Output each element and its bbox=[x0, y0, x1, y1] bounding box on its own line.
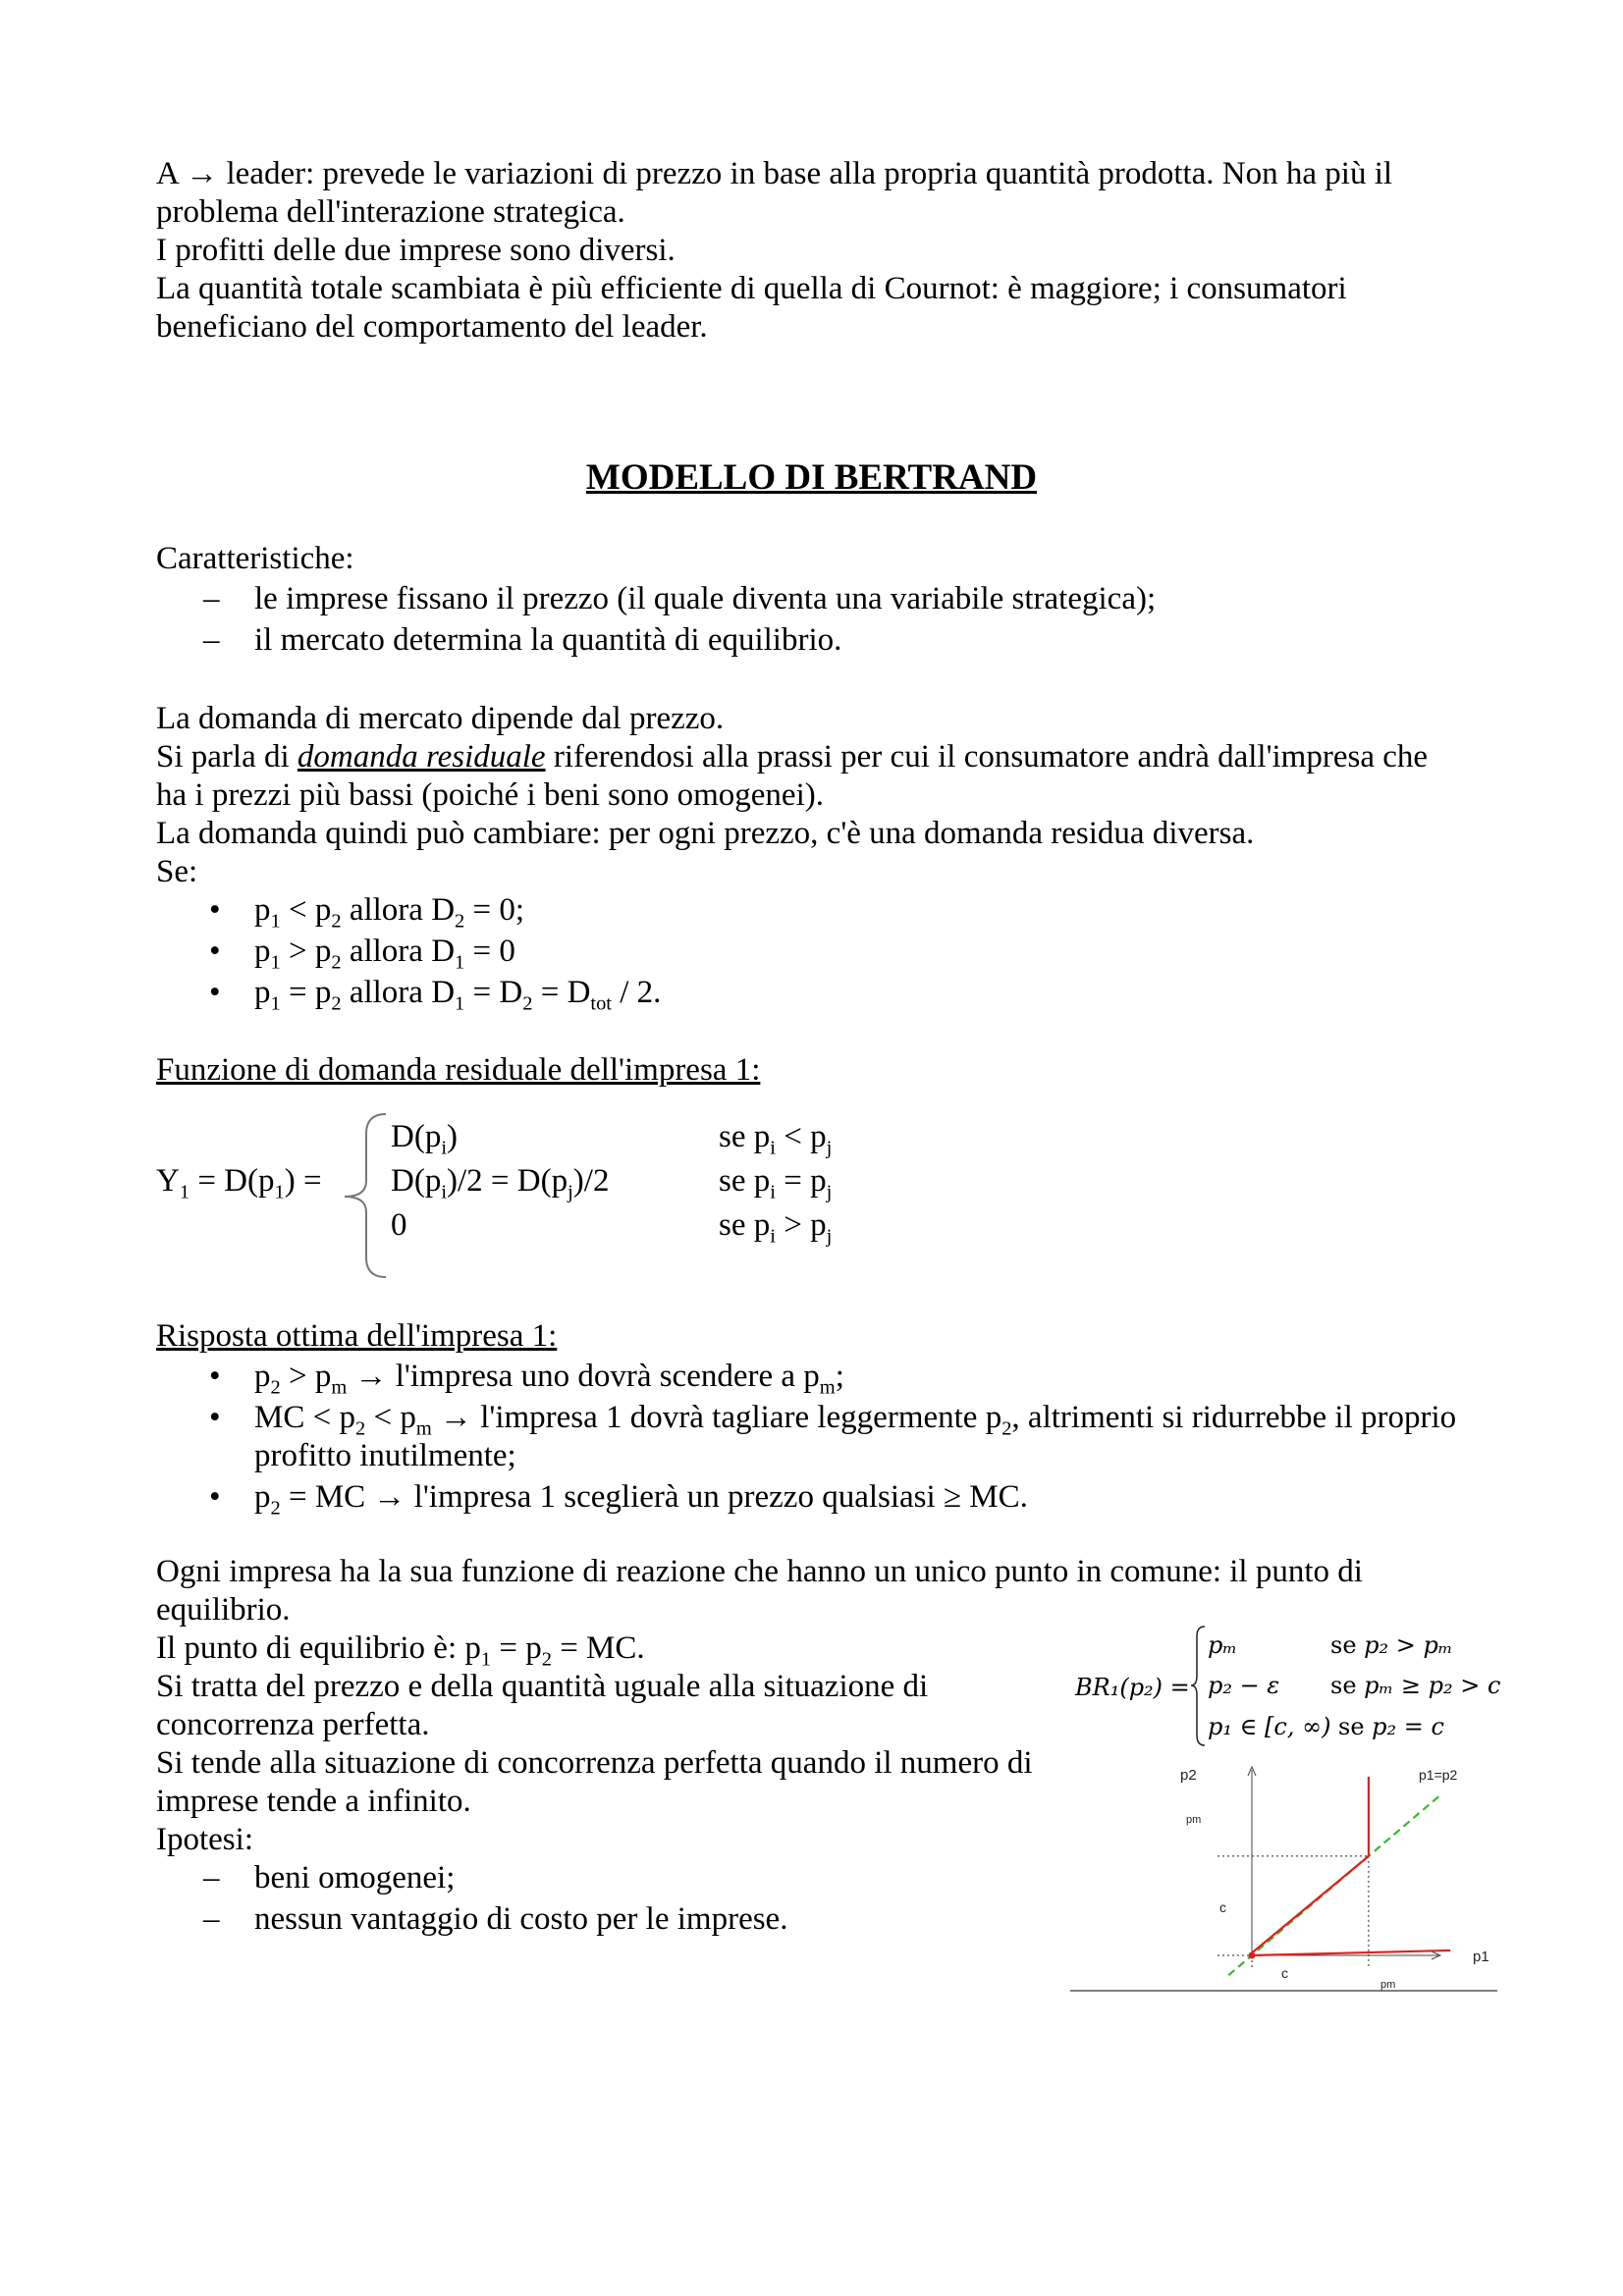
list-item: • $p_2$ = MC → l'impresa 1 sceglierà un prezzo qualsiasi ≥ MC. bbox=[209, 1479, 1028, 1520]
list-item: • $p_1 = p_2$ allora $D_1 = D_2 = D_{tot} / 2$. bbox=[209, 975, 662, 1015]
equilibrio-lead bbox=[156, 1553, 1491, 1629]
intro-line: beneficiano del comportamento del leader. bbox=[156, 309, 708, 345]
formula-condition-3: se $p_i > p_j$ bbox=[719, 1207, 833, 1248]
br-case-3: p₁ ∈ [c, ∞) bbox=[1208, 1713, 1331, 1740]
list-item: – il mercato determina la quantità di equilibrio. bbox=[203, 622, 842, 658]
br-condition-3: se p₂ = c bbox=[1338, 1713, 1444, 1740]
domanda-residuale-term: domanda residuale bbox=[297, 739, 546, 774]
equilibrio-line: Si tratta del prezzo e della quantità uguale alla situazione di bbox=[156, 1669, 929, 1704]
formula-lhs: $Y_1 = D(p_1)$ = bbox=[156, 1163, 322, 1203]
br-brace-icon bbox=[1189, 1625, 1209, 1747]
bullet-icon: • bbox=[209, 975, 221, 1010]
caratteristiche-heading: Caratteristiche: bbox=[156, 541, 354, 576]
equilibrio-line: Si tende alla situazione di concorrenza perfetta quando il numero di bbox=[156, 1745, 1033, 1781]
ipotesi-heading: Ipotesi: bbox=[156, 1822, 253, 1857]
x-axis-label: p1 bbox=[1473, 1949, 1489, 1965]
list-item: – nessun vantaggio di costo per le imprese. bbox=[203, 1901, 788, 1937]
dash-bullet-icon: – bbox=[203, 1901, 220, 1937]
formula-condition-1: se $p_i < p_j$ bbox=[719, 1119, 833, 1159]
domanda-line: ha i prezzi più bassi (poiché i beni sono omogenei). bbox=[156, 777, 824, 813]
domanda-line: La domanda quindi può cambiare: per ogni prezzo, c'è una domanda residua diversa. bbox=[156, 816, 1255, 851]
caratteristiche-section bbox=[156, 540, 1491, 660]
list-item: • $p_1 > p_2$ allora $D_1 = 0$ bbox=[209, 934, 515, 974]
bullet-icon: • bbox=[209, 1400, 221, 1435]
y-tick-label: c bbox=[1219, 1899, 1226, 1915]
x-tick-label: pm bbox=[1380, 1979, 1396, 1991]
intro-line: problema dell'interazione strategica. bbox=[156, 194, 625, 230]
formula-case-3: 0 bbox=[391, 1207, 407, 1243]
domanda-line: Si parla di domanda residuale riferendosi alla prassi per cui il consumatore andrà dall'impresa che bbox=[156, 739, 1429, 774]
risposta-heading: Risposta ottima dell'impresa 1: bbox=[156, 1318, 558, 1354]
list-item: – le imprese fissano il prezzo (il quale diventa una variabile strategica); bbox=[203, 581, 1157, 616]
list-item: • MC < $p_2 < p_m$ → l'impresa 1 dovrà tagliare leggermente $p_2$, altrimenti si ridurrebbe il proprio bbox=[209, 1400, 1457, 1440]
list-item: • $p_2 > p_m$ → l'impresa uno dovrà scendere a $p_m$; bbox=[209, 1359, 844, 1399]
intro-paragraph bbox=[156, 155, 1491, 347]
residual-demand-formula bbox=[156, 1112, 902, 1279]
page-title: MODELLO DI BERTRAND bbox=[585, 457, 1038, 498]
diagonal-label: p1=p2 bbox=[1419, 1767, 1458, 1783]
bullet-icon: • bbox=[209, 1479, 221, 1515]
equilibrio-line: concorrenza perfetta. bbox=[156, 1707, 430, 1742]
best-response-formula bbox=[1075, 1625, 1501, 1747]
domanda-line: La domanda di mercato dipende dal prezzo. bbox=[156, 701, 725, 736]
domanda-section bbox=[156, 700, 1491, 891]
dash-bullet-icon: – bbox=[203, 622, 220, 658]
br-case-1: pₘ bbox=[1208, 1631, 1238, 1659]
domanda-line: Se: bbox=[156, 854, 198, 889]
x-tick-label: c bbox=[1281, 1965, 1288, 1981]
ipotesi-list bbox=[156, 1859, 1059, 1939]
list-item: • $p_1 < p_2$ allora $D_2 = 0$; bbox=[209, 892, 525, 933]
br-condition-1: se p₂ > pₘ bbox=[1330, 1631, 1453, 1659]
dash-bullet-icon: – bbox=[203, 581, 220, 616]
residual-heading: Funzione di domanda residuale dell'impresa 1: bbox=[156, 1052, 761, 1088]
formula-case-1: $D(p_i)$ bbox=[391, 1119, 459, 1159]
intro-line: I profitti delle due imprese sono diversi. bbox=[156, 233, 676, 268]
series-line-1 bbox=[1252, 1950, 1450, 1955]
bullet-icon: • bbox=[209, 934, 221, 969]
risposta-list bbox=[156, 1358, 1491, 1520]
list-item: – beni omogenei; bbox=[203, 1860, 456, 1896]
equilibrio-paragraph bbox=[156, 1629, 1059, 1939]
cases-list bbox=[156, 891, 1491, 1015]
intro-line: La quantità totale scambiata è più efficiente di quella di Cournot: è maggiore; i consumatori bbox=[156, 271, 1347, 306]
dash-bullet-icon: – bbox=[203, 1860, 220, 1896]
equilibrio-line: imprese tende a infinito. bbox=[156, 1784, 471, 1819]
cases-list-block bbox=[156, 891, 1491, 1015]
br-condition-2: se pₘ ≥ p₂ > c bbox=[1330, 1672, 1501, 1699]
list-item-continuation: profitto inutilmente; bbox=[254, 1438, 516, 1473]
br-lhs: BR₁(p₂) = bbox=[1075, 1674, 1190, 1701]
reaction-function-chart bbox=[1070, 1752, 1502, 1993]
y-tick-label: pm bbox=[1186, 1814, 1202, 1826]
bullet-icon: • bbox=[209, 1359, 221, 1394]
formula-case-2: $D(p_i)/2 = D(p_j)/2$ bbox=[391, 1163, 610, 1203]
br-case-2: p₂ − ε bbox=[1208, 1672, 1280, 1699]
formula-condition-2: se $p_i = p_j$ bbox=[719, 1163, 833, 1203]
equilibrio-line: Il punto di equilibrio è: $p_1 = p_2$ = MC. bbox=[156, 1630, 645, 1671]
y-axis-label: p2 bbox=[1180, 1767, 1197, 1784]
equilibrio-line: Ogni impresa ha la sua funzione di reazione che hanno un unico punto in comune: il punto di bbox=[156, 1554, 1363, 1589]
intro-line: A → leader: prevede le variazioni di prezzo in base alla propria quantità prodotta. Non ha più il bbox=[156, 156, 1393, 191]
residual-heading-block bbox=[156, 1051, 1491, 1090]
left-brace-icon bbox=[327, 1112, 396, 1279]
caratteristiche-list bbox=[156, 580, 1491, 660]
equilibrio-line: equilibrio. bbox=[156, 1592, 291, 1628]
bullet-icon: • bbox=[209, 892, 221, 928]
risposta-section bbox=[156, 1317, 1491, 1520]
equilibrium-point bbox=[1249, 1952, 1256, 1959]
series-line-2 bbox=[1252, 1856, 1369, 1953]
